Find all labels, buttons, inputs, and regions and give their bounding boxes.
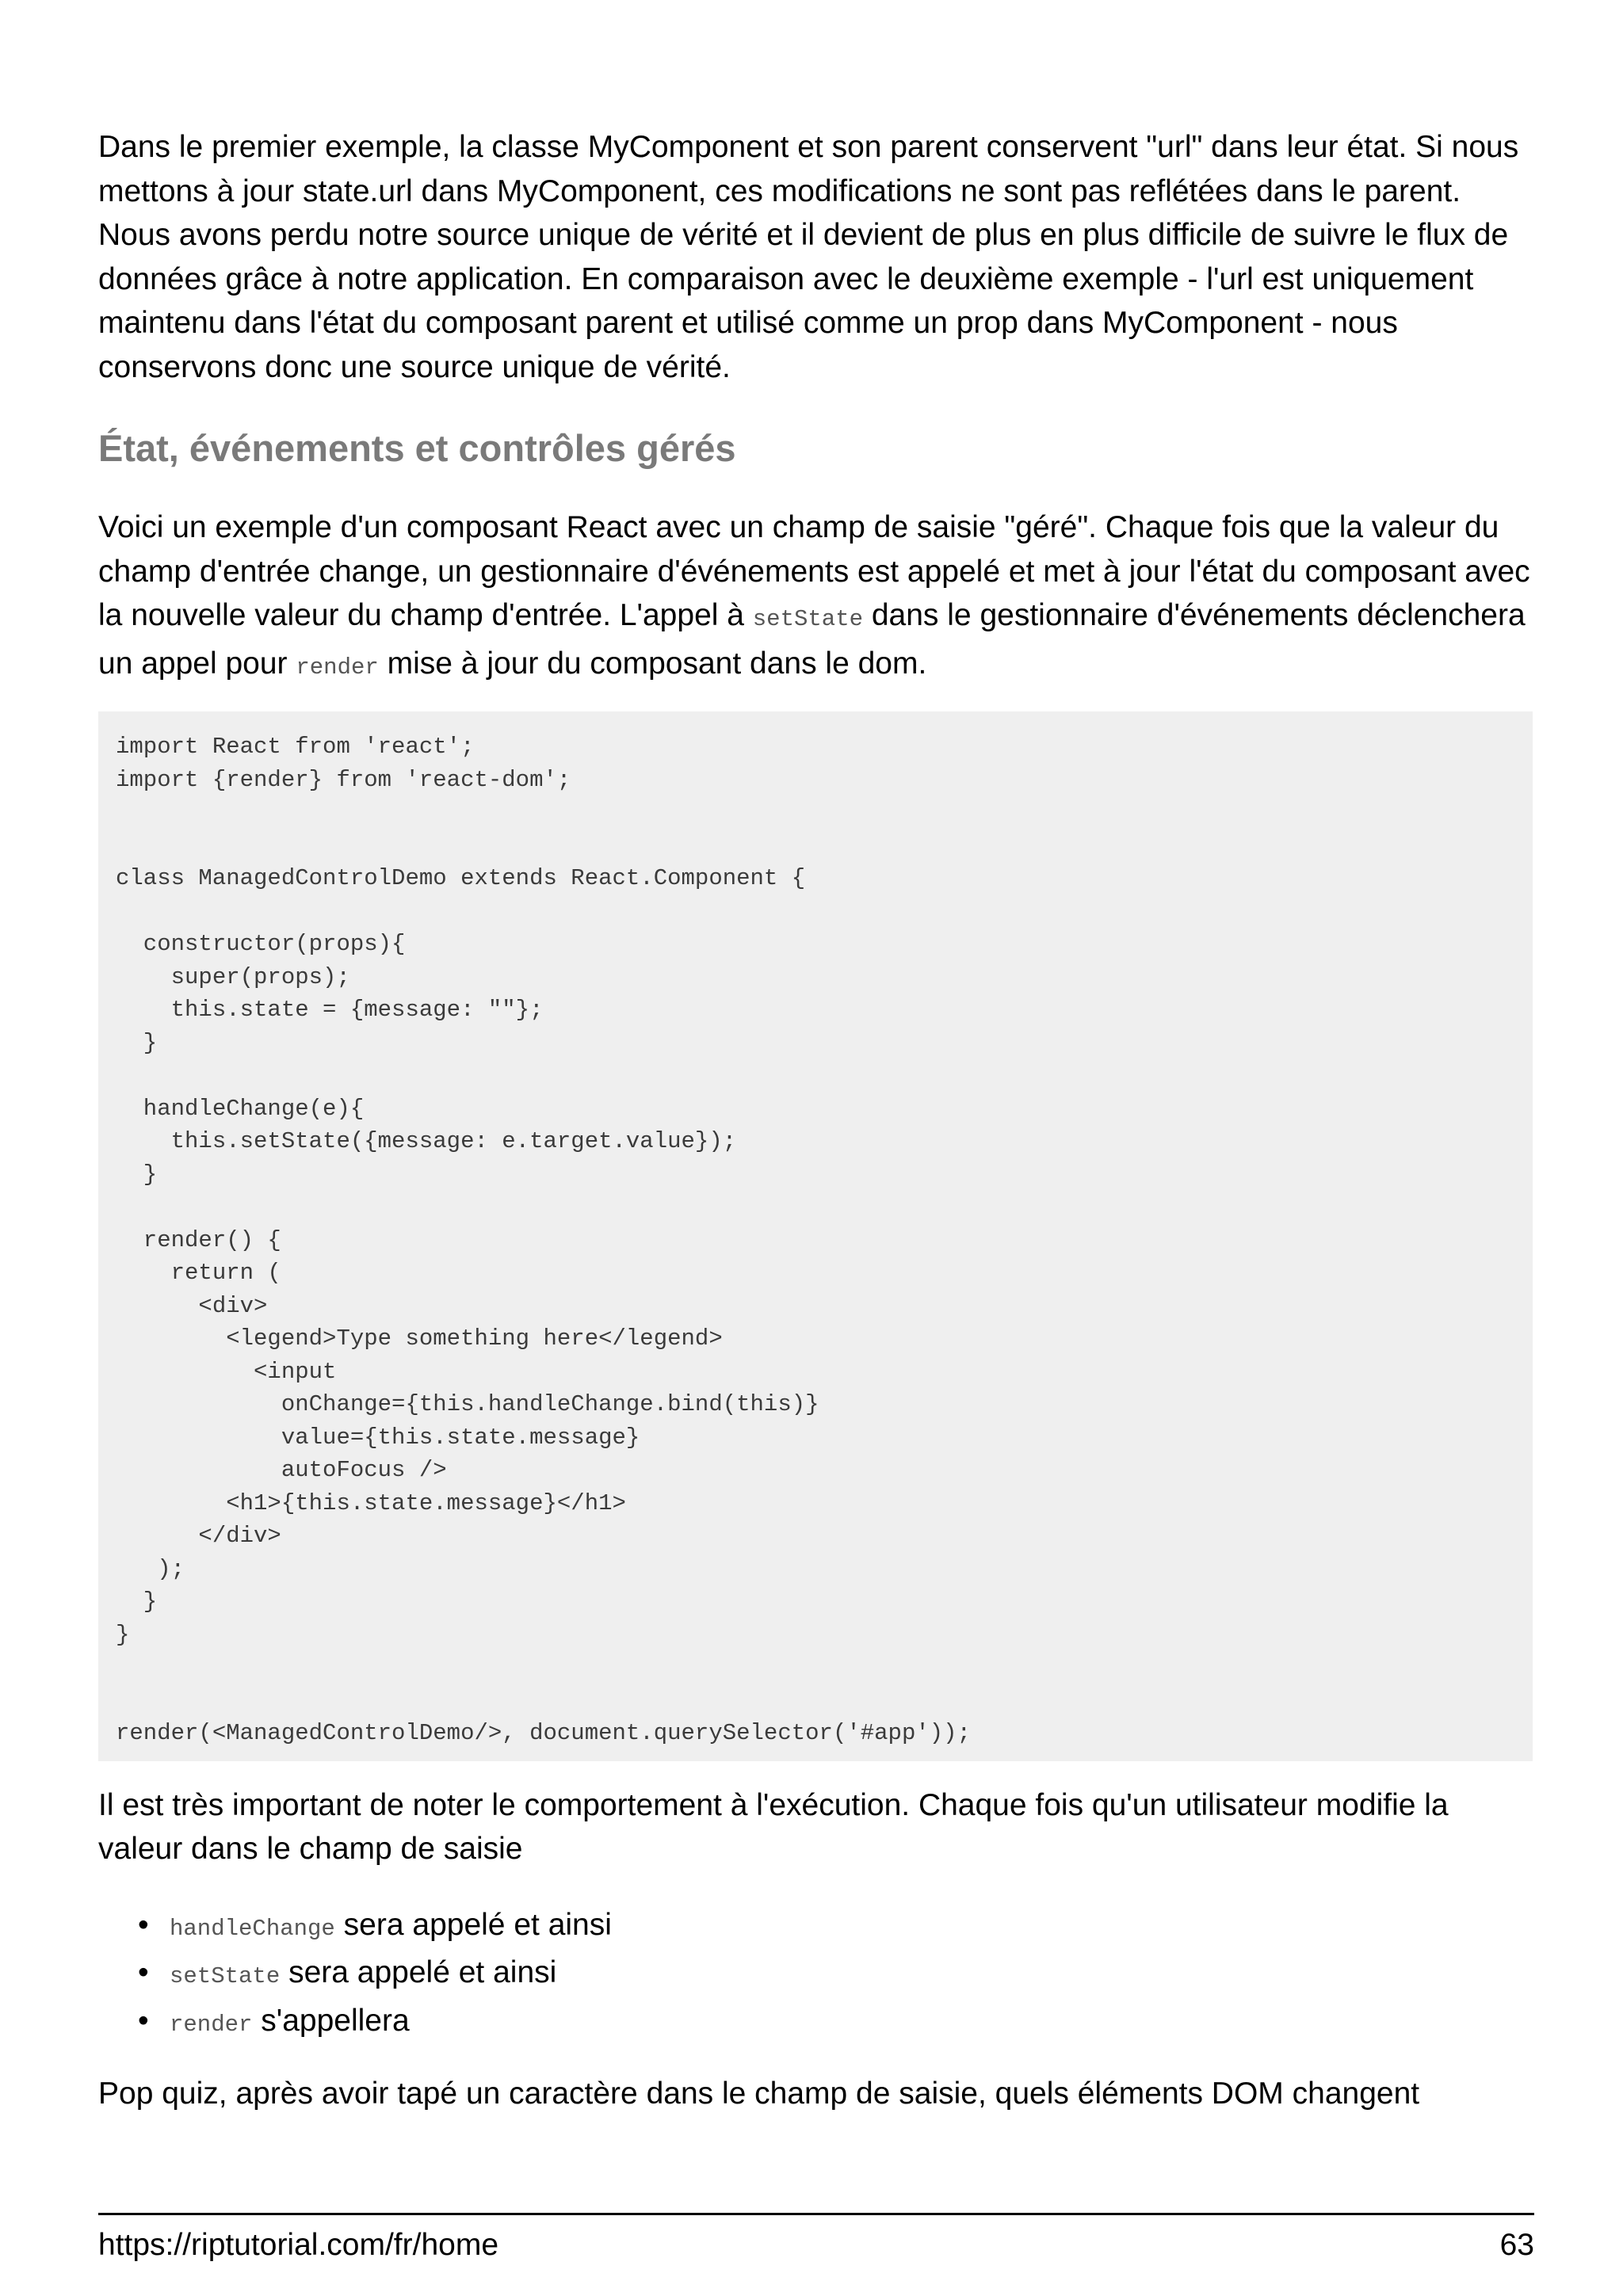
- inline-code-render: render: [296, 654, 379, 681]
- bullet-icon: •: [138, 1955, 149, 1989]
- code-block: import React from 'react'; import {render} from 'react-dom'; class ManagedControlDemo extends React.Component { constructor(props){ super(props); this.state = {message: ""}; } handleChange(e){ this.setState({message: e.target.value}); } render() { return ( <div> <legend>Type something here</legend> <input onChange={this.handleChange.bind(this)} value={this.state.message} autoFocus /> <h1>{this.state.message}</h1> </div> ); } } render(<ManagedControlDemo/>, document.querySelector('#app'));: [98, 711, 1533, 1761]
- runtime-behavior-paragraph: Il est très important de noter le comportement à l'exécution. Chaque fois qu'un utilisateur modifie la valeur dans le champ de saisie: [98, 1787, 1449, 1866]
- managed-control-paragraph: [98, 505, 1533, 689]
- list-item-code: setState: [170, 1963, 281, 1989]
- bullet-icon: •: [138, 1907, 149, 1942]
- intro-paragraph: Dans le premier exemple, la classe MyComponent et son parent conservent "url" dans leur état. Si nous mettons à jour state.url dans MyComponent, ces modifications ne sont pas reflétées dans le parent. Nous avons perdu notre source unique de vérité et il devient de plus en plus difficile de suivre le flux de données grâce à notre application. En comparaison avec le deuxième exemple - l'url est uniquement maintenu dans l'état du composant parent et utilisé comme un prop dans MyComponent - nous conservons donc une source unique de vérité.: [98, 130, 1519, 384]
- list-item: [138, 1903, 1533, 1951]
- list-item-text: s'appellera: [252, 2003, 410, 2038]
- pop-quiz-paragraph: Pop quiz, après avoir tapé un caractère dans le champ de saisie, quels éléments DOM changent: [98, 2077, 1420, 2111]
- page-content: [98, 125, 1533, 2116]
- list-item: [138, 1951, 1533, 1999]
- list-item-code: handleChange: [170, 1915, 335, 1942]
- list-item-text: sera appelé et ainsi: [280, 1955, 557, 1989]
- list-item-code: render: [170, 2011, 253, 2038]
- list-item: [138, 1999, 1533, 2047]
- paragraph-text: Voici un exemple d'un composant React avec un champ de saisie "géré". Chaque fois que la valeur du champ d'entrée change, un gestionnaire d'événements est appelé et met à jour l'état du composant avec la nouvelle valeur du champ d'entrée. L'appel à: [98, 510, 1530, 632]
- footer-url-link[interactable]: https://riptutorial.com/fr/home: [98, 2228, 499, 2262]
- paragraph-text: mise à jour du composant dans le dom.: [378, 646, 927, 681]
- page-footer: [98, 2213, 1534, 2262]
- section-heading: État, événements et contrôles gérés: [98, 427, 736, 469]
- call-sequence-list: [98, 1903, 1533, 2047]
- inline-code-setstate: setState: [752, 606, 864, 632]
- paragraph-text: dans le gestionnaire d'événements déclenchera un appel pour: [98, 598, 1526, 681]
- list-item-text: sera appelé et ainsi: [334, 1907, 612, 1942]
- page-number: 63: [1499, 2228, 1534, 2262]
- bullet-icon: •: [138, 2003, 149, 2038]
